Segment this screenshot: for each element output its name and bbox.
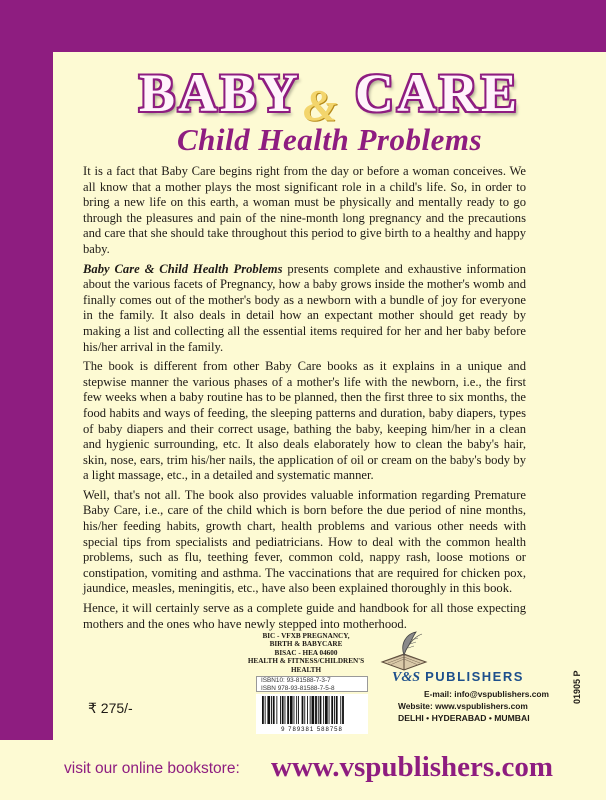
barcode-bar xyxy=(262,696,264,724)
barcode-bar xyxy=(325,696,328,724)
visit-label: visit our online bookstore: xyxy=(64,760,240,777)
barcode-bar xyxy=(265,696,266,724)
price: ₹ 275/- xyxy=(88,700,133,716)
paragraph-2 xyxy=(83,262,526,356)
barcode-bar xyxy=(280,696,281,724)
barcode-bar xyxy=(282,696,284,724)
isbn-13: ISBN 978-93-81588-7-5-8 xyxy=(261,684,335,692)
paragraph-4: Well, that's not all. The book also provides valuable information regarding Premature Baby Care, i.e., care of the child which is born before the due period of nine months, his/her feeding habits, growth chart, health problems and various other needs with special tips from specialists and pediatricians. How to deal with the common health problems, such as flu, teething fever, common cold, nappy rash, loose motions or constipation, vomiting and asthma. The vaccinations that are required for chicken pox, jaundice, measles, meningitis, etc., have also been explained thoroughly in this book. xyxy=(83,487,526,596)
barcode-bar xyxy=(304,696,305,724)
barcode-bar xyxy=(318,696,319,724)
publisher-email: E-mail: info@vspublishers.com xyxy=(424,689,549,699)
book-name: Baby Care & Child Health Problems xyxy=(83,261,283,276)
title-main xyxy=(53,62,606,130)
publisher-cities: DELHI • HYDERABAD • MUMBAI xyxy=(398,713,530,723)
barcode-bar xyxy=(296,696,297,724)
bic-info xyxy=(246,632,366,674)
barcode-bar xyxy=(336,696,338,724)
isbn-10: ISBN10: 93-81588-7-3-7 xyxy=(261,677,331,684)
bic-line-2: BIRTH & BABYCARE xyxy=(269,640,343,649)
left-band xyxy=(0,0,53,740)
paragraph-5: Hence, it will certainly serve as a complete guide and handbook for all those expecting mothers and the ones who have newly stepped into motherhood. xyxy=(83,601,526,631)
barcode-bar xyxy=(290,696,293,724)
barcode xyxy=(256,694,368,734)
title-baby: BABY xyxy=(139,63,302,123)
paragraph-3: The book is different from other Baby Care books as it explains in a unique and stepwise manner the various phases of a mother's life with the newborn, i.e., the first few weeks when a baby routine has to be planned, then the first three to six months, the food habits and ways of feeding, the sleeping patterns and duration, baby diapers, types of baby diapers and their correct usage, bathing the baby, keeping him/her in a clean and hygienic surrounding, etc. It also deals elaborately how to clean the baby's hair, skin, nose, ears, trim his/her nails, the application of oil or cream on the baby's body by a light massage, etc., in a detailed and systematic manner. xyxy=(83,359,526,483)
barcode-bar xyxy=(331,696,333,724)
barcode-bar xyxy=(329,696,330,724)
blurb xyxy=(83,164,526,636)
barcode-bar xyxy=(271,696,272,724)
subtitle: Child Health Problems xyxy=(176,122,483,157)
barcode-bar xyxy=(334,696,335,724)
title-care: CARE xyxy=(355,63,521,123)
title-block xyxy=(53,62,606,158)
paragraph-2-text: presents complete and exhaustive information about the various facets of Pregnancy, how a baby grows inside the mother's womb and finally comes out of the mother's body as a newborn with a bundle of joy for everyone in the family. It also deals in detail how an expectant mother should get ready by making a list and collecting all the essential items required for her and her baby before his/her arrival in the family. xyxy=(83,261,526,354)
barcode-bar xyxy=(323,696,324,724)
bic-line-4: HEALTH & FITNESS/CHILDREN'S HEALTH xyxy=(247,657,365,674)
barcode-bar xyxy=(307,696,308,724)
bic-line-3: BISAC - HEA 04600 xyxy=(274,648,338,657)
barcode-bar xyxy=(273,696,275,724)
title-ampersand: & xyxy=(303,81,338,130)
barcode-bar xyxy=(267,696,270,724)
publisher-website: Website: www.vspublishers.com xyxy=(398,701,528,711)
barcode-bar xyxy=(315,696,317,724)
barcode-bar xyxy=(340,696,341,724)
top-band xyxy=(0,0,606,52)
barcode-bar xyxy=(294,696,295,724)
barcode-number: 9 789381 588758 xyxy=(256,727,368,733)
isbn-box xyxy=(256,676,368,692)
publisher-vs: V&S xyxy=(392,670,421,685)
publisher-name-rest: PUBLISHERS xyxy=(420,669,524,684)
barcode-bar xyxy=(285,696,286,724)
barcode-bar xyxy=(342,696,344,724)
barcode-bar xyxy=(310,696,311,724)
barcode-bar xyxy=(320,696,322,724)
bic-line-1: BIC - VFXB PREGNANCY, xyxy=(262,632,350,640)
barcode-bar xyxy=(287,696,289,724)
side-code: 01905 P xyxy=(572,670,582,704)
barcode-bar xyxy=(298,696,299,724)
paragraph-1: It is a fact that Baby Care begins right from the day or before a woman conceives. We all know that a mother plays the most significant role in a child's life. So, in order to bring a new life on this earth, a woman must be physically and mentally ready to go through the pleasures and pain of the nine-month long pregnancy and the precautions and care that she should take throughout this period to give birth to a healthy and happy baby. xyxy=(83,164,526,256)
website-link[interactable]: www.vspublishers.com xyxy=(271,751,553,783)
publisher-name xyxy=(392,669,524,686)
barcode-bar xyxy=(276,696,277,724)
barcode-bars xyxy=(256,694,368,726)
barcode-bar xyxy=(302,696,304,724)
barcode-bar xyxy=(312,696,315,724)
